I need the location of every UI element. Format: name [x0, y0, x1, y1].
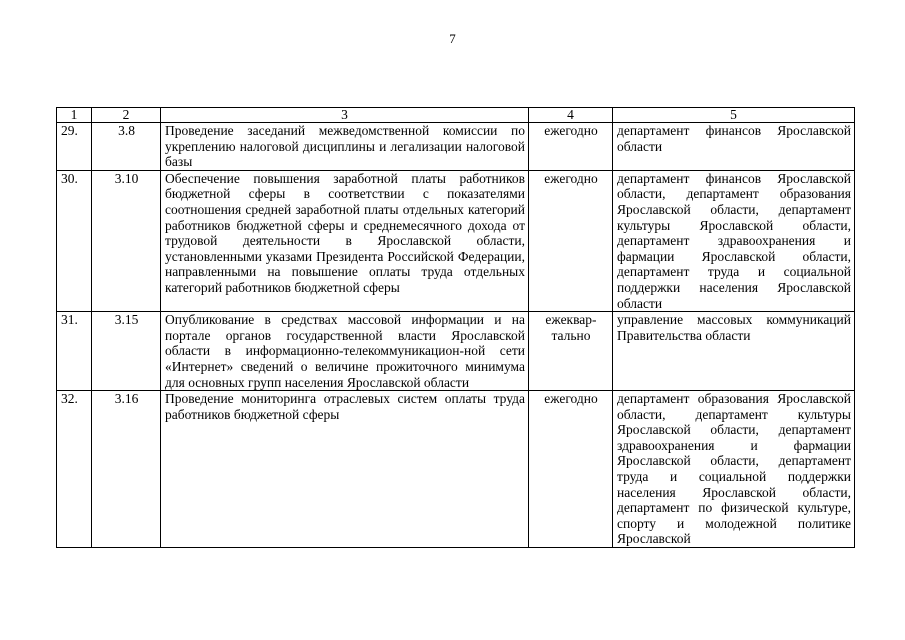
section-ref-cell: 3.8 — [92, 123, 161, 171]
page-number: 7 — [449, 31, 456, 46]
responsible-cell: департамент образования Ярославской области, департамент культуры Ярославской области, департамент здравоохранения и фармации Ярославской области, департамент труда и социальной поддержки населения Ярославской области, департамент по физической культуре, спорту и молодежной политике Ярославской — [613, 391, 855, 548]
table-row — [57, 123, 855, 171]
measure-text-cell: Проведение заседаний межведомственной комиссии по укреплению налоговой дисциплины и легализации налоговой базы — [161, 123, 529, 171]
responsible-cell: департамент финансов Ярославской области, департамент образования Ярославской области, департамент культуры Ярославской области, департамент здравоохранения и фармации Ярославской области, департамент труда и социальной поддержки населения Ярославской области — [613, 170, 855, 311]
header-cell-col3: 3 — [161, 108, 529, 123]
row-number-cell: 29. — [57, 123, 92, 171]
measure-text-cell: Обеспечение повышения заработной платы работников бюджетной сферы в соответствии с показателями соотношения средней заработной платы отдельных категорий работников бюджетной сферы и среднемесячного дохода от трудовой деятельности в Ярославской области, установленными указами Президента Российской Федерации, направленными на повышение оплаты труда отдельных категорий работников бюджетной сферы — [161, 170, 529, 311]
row-number-cell: 31. — [57, 312, 92, 391]
section-ref-cell: 3.10 — [92, 170, 161, 311]
measure-text-cell: Проведение мониторинга отраслевых систем оплаты труда работников бюджетной сферы — [161, 391, 529, 548]
responsible-cell: департамент финансов Ярославской области — [613, 123, 855, 171]
section-ref-cell: 3.15 — [92, 312, 161, 391]
row-number-cell: 32. — [57, 391, 92, 548]
measures-table — [56, 107, 855, 548]
period-cell: ежегодно — [529, 170, 613, 311]
period-cell: ежегодно — [529, 123, 613, 171]
table-row — [57, 391, 855, 548]
header-cell-col4: 4 — [529, 108, 613, 123]
table-header-row — [57, 108, 855, 123]
responsible-cell: управление массовых коммуникаций Правительства области — [613, 312, 855, 391]
section-ref-cell: 3.16 — [92, 391, 161, 548]
row-number-cell: 30. — [57, 170, 92, 311]
header-cell-col2: 2 — [92, 108, 161, 123]
measure-text-cell: Опубликование в средствах массовой информации и на портале органов государственной власти Ярославской области в информационно-телекоммуникацион-ной сети «Интернет» сведений о величине прожиточного минимума для основных групп населения Ярославской области — [161, 312, 529, 391]
header-cell-col5: 5 — [613, 108, 855, 123]
table-row — [57, 312, 855, 391]
period-cell: ежеквар-тально — [529, 312, 613, 391]
table-row — [57, 170, 855, 311]
period-cell: ежегодно — [529, 391, 613, 548]
header-cell-col1: 1 — [57, 108, 92, 123]
